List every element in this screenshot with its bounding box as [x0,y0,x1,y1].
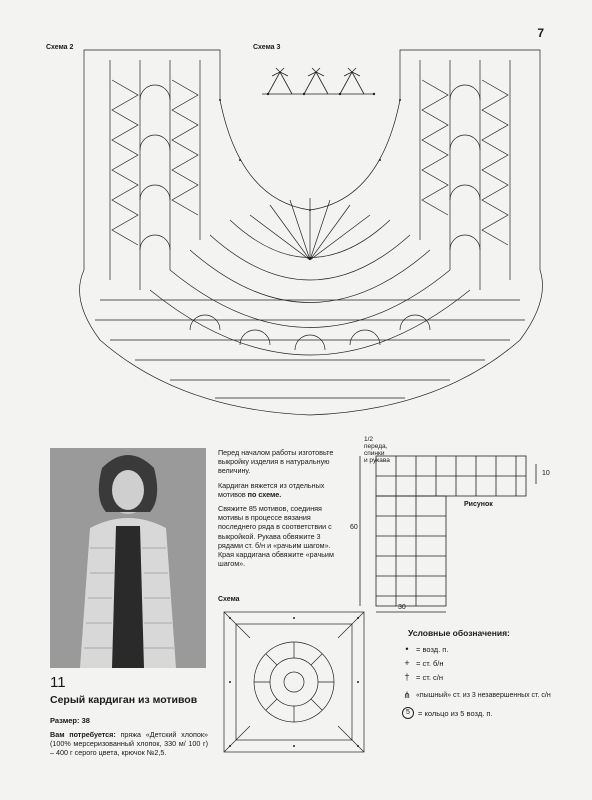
puff-stitch-icon: ⋔ [403,689,411,700]
intro-p1: Перед началом работы изготовьте выкройку изделия в натуральную величину. [218,448,334,476]
legend-title: Условные обозначения: [408,628,510,638]
motif-scheme-label: Схема [218,596,240,603]
pattern-top-label: 1/2 переда, спинки и рукава [364,436,390,464]
pattern-bottom-label: 30 [398,604,406,611]
pattern-side-label: 60 [350,524,358,531]
ring-icon: 5 [402,707,414,719]
intro-p3: Свяжите 85 мотивов, соединяя мотивы в процессе вязания последнего ряда в соответствии с выкройкой. Рукава обвяжите 3 рядами ст. б/н и «рачьим шагом». Края кардигана обвяжите «рачьим шагом». [218,504,334,569]
motif-crochet-chart [220,608,368,758]
scheme2-label: Схема 2 [46,44,74,51]
model-title: Серый кардиган из мотивов [50,694,198,706]
chain-stitch-icon: • [405,644,409,654]
pattern-sleeve-label: 10 [542,470,550,477]
yoke-crochet-chart [40,40,560,420]
legend-item: † = ст. с/н [398,670,558,684]
legend-item: ⋔ «пышный» ст. из 3 незавершенных ст. с/н [398,684,558,706]
scheme3-label: Схема 3 [253,44,281,51]
intro-text [218,448,342,573]
model-number: 11 [50,674,66,691]
size-line: Размер: 38 [50,716,90,725]
double-crochet-icon: † [404,672,410,682]
materials-text: Вам потребуется: пряжа «Детский хлопок» (100% мерсеризованный хлопок, 330 м/ 100 г) – 400 г серого цвета, крючок №2,5. [50,730,209,757]
model-photo [50,448,206,668]
pattern-risunok-label: Рисунок [464,501,493,508]
page-number: 7 [537,26,544,40]
intro-p2: Кардиган вяжется из отдельных мотивов по схеме. [218,480,325,499]
legend-item: • = возд. п. [398,642,558,656]
legend-item: + = ст. б/н [398,656,558,670]
legend-item: 5 = кольцо из 5 возд. п. [398,706,558,720]
legend [398,628,558,720]
single-crochet-icon: + [404,658,410,668]
